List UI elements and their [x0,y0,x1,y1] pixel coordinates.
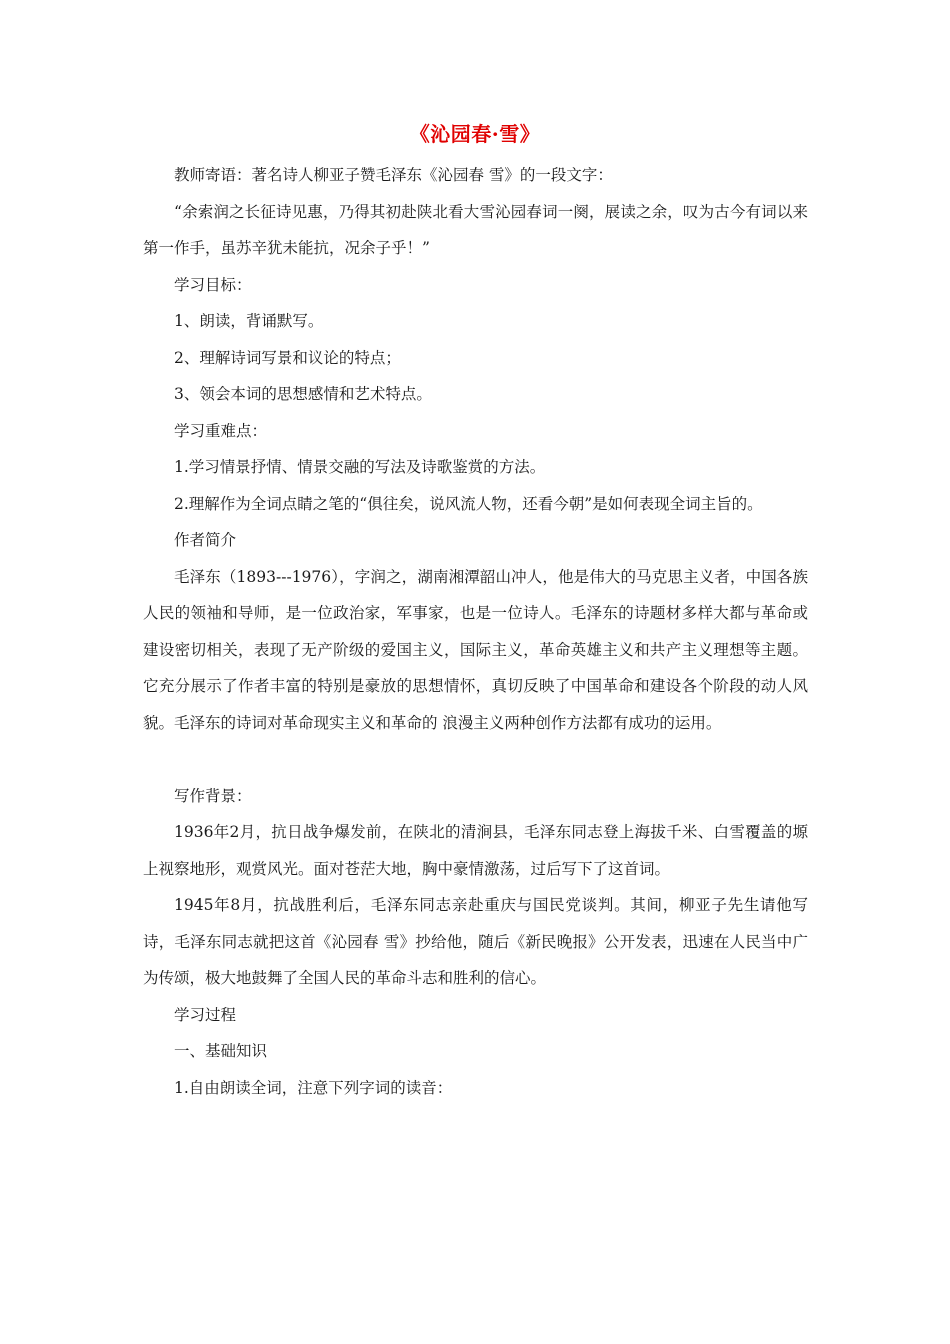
background-paragraph: 1936年2月，抗日战争爆发前，在陕北的清涧县，毛泽东同志登上海拔千米、白雪覆盖的塬上视察地形，观赏风光。面对苍茫大地，胸中豪情激荡，过后写下了这首词。 [143,823,808,878]
process-item: 1.自由朗读全词，注意下列字词的读音： [174,1078,453,1097]
background-paragraph: 1945年8月，抗战胜利后，毛泽东同志亲赴重庆与国民党谈判。其间，柳亚子先生请他写诗，毛泽东同志就把这首《沁园春 雪》抄给他，随后《新民晚报》公开发表，迅速在人民当中广为传颂，极大地鼓舞了全国人民的革命斗志和胜利的信心。 [143,896,808,987]
objective-item: 2、理解诗词写景和议论的特点； [174,348,401,367]
process-heading: 学习过程 [174,1005,237,1024]
objectives-heading: 学习目标： [174,275,252,294]
intro-quote: “余索润之长征诗见惠，乃得其初赴陕北看大雪沁园春词一阕，展读之余，叹为古今有词以来第一作手，虽苏辛犹未能抗，况余子乎！” [143,202,808,257]
background-heading: 写作背景： [174,786,252,805]
author-heading: 作者简介 [174,531,237,549]
process-section: 一、基础知识 [174,1042,268,1060]
document-body [143,157,808,1106]
objective-item: 1、朗读，背诵默写。 [174,312,324,330]
page-title: 《沁园春·雪》 [409,122,541,146]
intro-label: 教师寄语：著名诗人柳亚子赞毛泽东《沁园春 雪》的一段文字： [174,166,613,184]
objective-item: 3、领会本词的思想感情和艺术特点。 [174,385,432,403]
key-points-heading: 学习重难点： [174,421,268,440]
blank-line [143,741,808,778]
key-point-item: 1.学习情景抒情、情景交融的写法及诗歌鉴赏的方法。 [174,458,546,476]
author-text: 毛泽东（1893---1976），字润之，湖南湘潭韶山冲人，他是伟大的马克思主义者，中国各族人民的领袖和导师，是一位政治家，军事家，也是一位诗人。毛泽东的诗题材多样大都与革命或建设密切相关，表现了无产阶级的爱国主义，国际主义，革命英雄主义和共产主义理想等主题。它充分展示了作者丰富的特别是豪放的思想情怀，真切反映了中国革命和建设各个阶段的动人风貌。毛泽东的诗词对革命现实主义和革命的 浪漫主义两种创作方法都有成功的运用。 [143,567,808,732]
key-point-item: 2.理解作为全词点睛之笔的“俱往矣，说风流人物，还看今朝”是如何表现全词主旨的。 [174,494,763,513]
